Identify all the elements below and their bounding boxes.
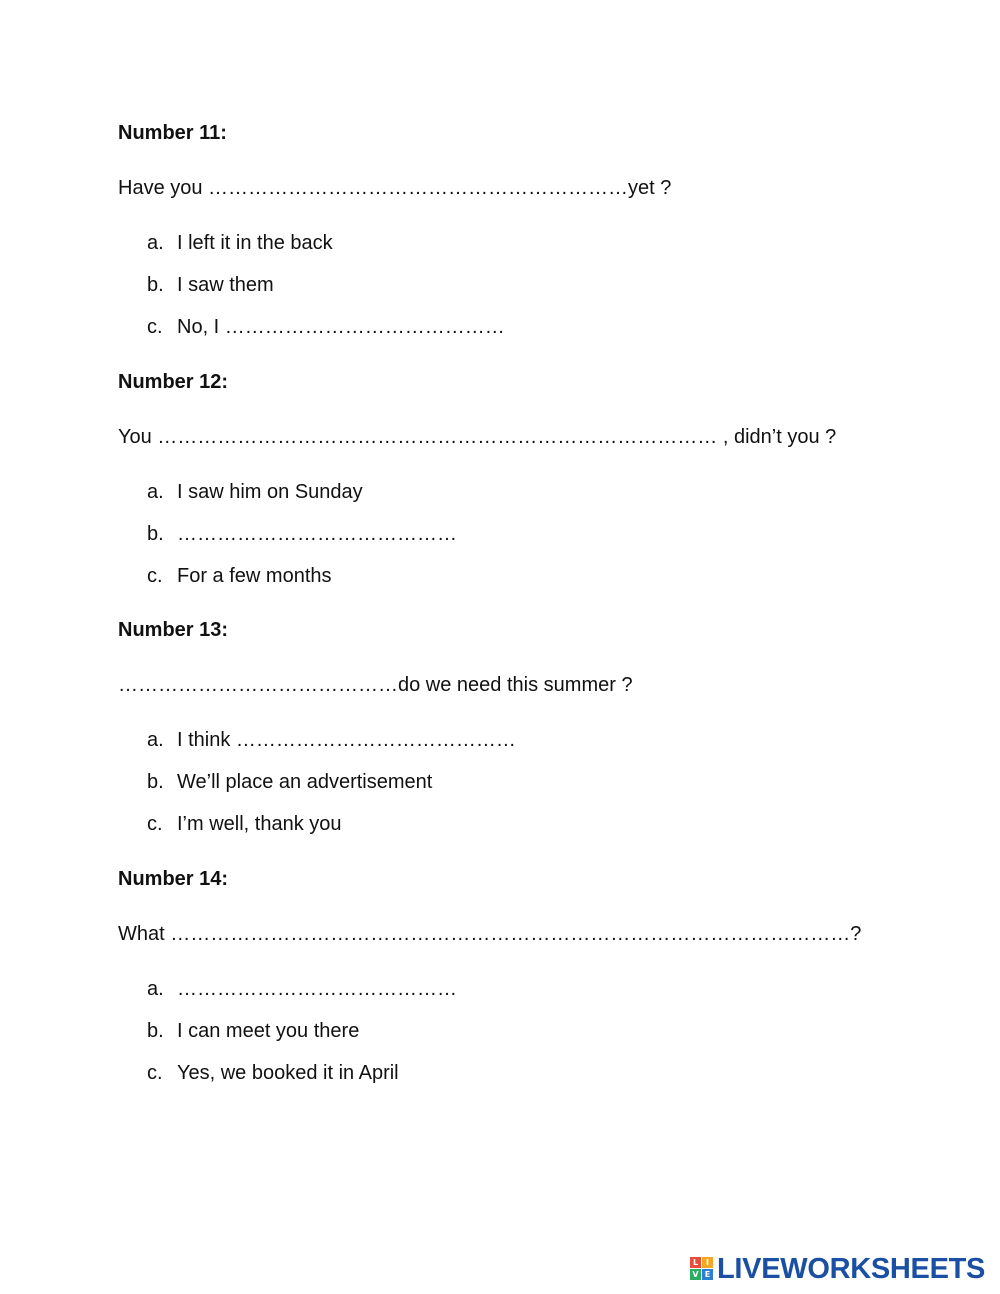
option-letter: c. (147, 565, 163, 587)
option-text: No, I …………………………………… (177, 316, 505, 338)
option-letter: a. (147, 978, 164, 1000)
question-prompt: ……………………………………do we need this summer ? (118, 674, 633, 696)
option-letter: b. (147, 274, 164, 296)
option-a (147, 728, 516, 752)
logo-text: LIVEWORKSHEETS (717, 1252, 986, 1285)
question-title: Number 11: (118, 122, 227, 144)
option-text: …………………………………… (177, 523, 457, 545)
option-letter: b. (147, 771, 164, 793)
question-prompt: You ………………………………………………………………………… , didn’t you ? (118, 426, 837, 448)
option-letter: b. (147, 1020, 164, 1042)
option-letter: a. (147, 481, 164, 503)
option-text: We’ll place an advertisement (177, 771, 433, 793)
option-b (147, 770, 432, 794)
question-title: Number 14: (118, 868, 229, 890)
option-letter: a. (147, 729, 164, 751)
option-text: Yes, we booked it in April (177, 1062, 399, 1084)
option-c (147, 1061, 399, 1085)
option-a (147, 480, 363, 504)
option-letter: c. (147, 316, 163, 338)
option-letter: a. (147, 232, 164, 254)
option-b (147, 273, 274, 297)
liveworksheets-logo (690, 1252, 985, 1286)
logo-mark-tile: I (702, 1257, 713, 1268)
option-letter: b. (147, 523, 164, 545)
logo-mark-tile: E (702, 1269, 713, 1280)
question-prompt: Have you ………………………………………………………yet ? (118, 177, 672, 199)
logo-mark-tile: L (690, 1257, 701, 1268)
option-c (147, 564, 332, 588)
option-text: I saw them (177, 274, 274, 296)
option-text: I can meet you there (177, 1020, 360, 1042)
option-text: I think …………………………………… (177, 729, 516, 751)
option-letter: c. (147, 813, 163, 835)
option-c (147, 812, 342, 836)
question-title: Number 12: (118, 371, 229, 393)
option-text: I left it in the back (177, 232, 333, 254)
logo-mark-icon (690, 1257, 714, 1281)
question-title: Number 13: (118, 619, 229, 641)
option-text: For a few months (177, 565, 332, 587)
option-letter: c. (147, 1062, 163, 1084)
option-a (147, 977, 457, 1001)
option-b (147, 522, 457, 546)
option-c (147, 315, 505, 339)
logo-mark-tile: V (690, 1269, 701, 1280)
option-text: I’m well, thank you (177, 813, 342, 835)
question-prompt: What …………………………………………………………………………………………? (118, 923, 862, 945)
option-text: …………………………………… (177, 978, 457, 1000)
option-b (147, 1019, 359, 1043)
option-text: I saw him on Sunday (177, 481, 363, 503)
option-a (147, 231, 333, 255)
